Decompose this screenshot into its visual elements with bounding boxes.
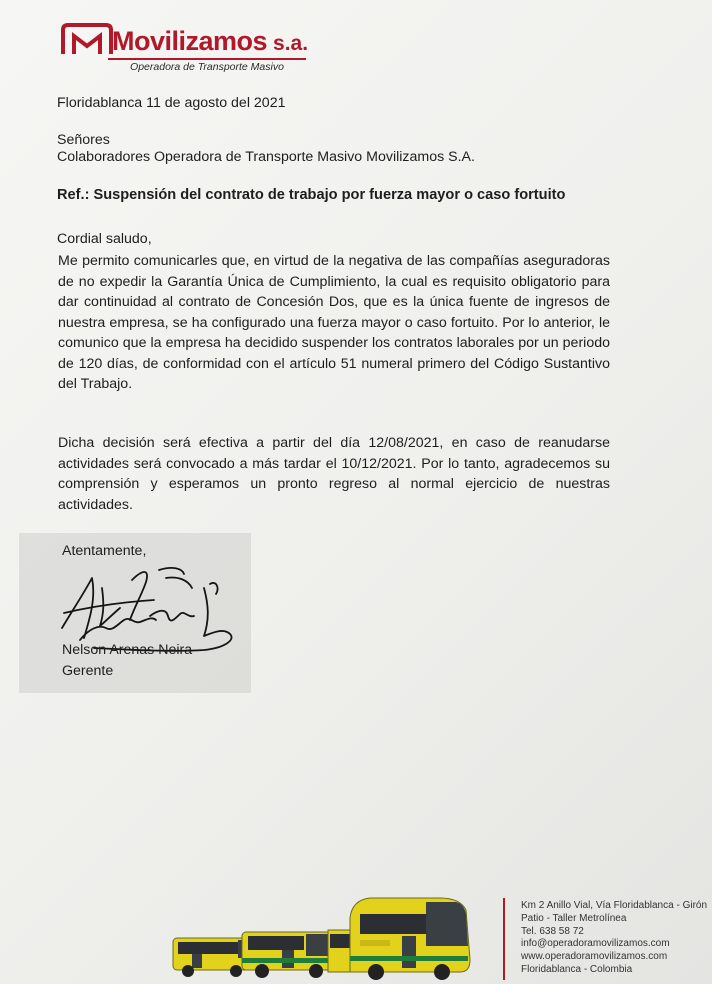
logo-brand (112, 26, 308, 57)
company-logo (60, 20, 320, 75)
footer-divider (503, 898, 505, 980)
body-paragraph-1: Me permito comunicarles que, en virtud de la negativa de las compañías aseguradoras de no expedir la Garantía Única de Cumplimiento, la cual es requisito obligatorio para dar continuidad al contrato de Concesión Dos, que es la única fuente de ingresos de nuestra empresa, se ha configurado una fuerza mayor o caso fortuito. Por lo anterior, le comunico que la empresa ha decidido suspender los contratos laborales por un periodo de 120 días, de conformidad con el artículo 51 numeral primero del Código Sustantivo del Trabajo. (58, 253, 610, 392)
body-paragraph-2: Dicha decisión será efectiva a partir del día 12/08/2021, en caso de reanudarse actividades será convocado a más tardar el 10/12/2021. Por lo tanto, agradecemos su comprensión y esperamos un pronto regreso al normal ejercicio de nuestras actividades. (58, 435, 610, 513)
recipient-line-2: Colaboradores Operadora de Transporte Masivo Movilizamos S.A. (57, 149, 475, 165)
logo-tagline: Operadora de Transporte Masivo (108, 58, 306, 73)
footer-contact (521, 900, 707, 977)
footer-email: info@operadoramovilizamos.com (521, 938, 670, 950)
bus-small-icon (173, 938, 251, 977)
bus-medium-icon (242, 932, 332, 978)
signature-block (19, 533, 251, 693)
handwritten-signature (54, 558, 254, 653)
greeting: Cordial saludo, (57, 231, 152, 247)
signer-title: Gerente (62, 663, 114, 679)
reference-line: Ref.: Suspensión del contrato de trabajo por fuerza mayor o caso fortuito (57, 187, 566, 203)
footer-phone: Tel. 638 58 72 (521, 925, 584, 937)
bus-articulated-icon (328, 898, 470, 980)
footer-address: Km 2 Anillo Vial, Vía Floridablanca - Girón (521, 900, 708, 911)
footer-city: Floridablanca - Colombia (521, 963, 633, 975)
recipient-line-1: Señores (57, 132, 110, 148)
footer-yard: Patio - Taller Metrolínea (521, 912, 627, 924)
signer-name: Nelson Arenas Neira (62, 642, 193, 658)
footer-website: www.operadoramovilizamos.com (521, 951, 668, 963)
letter-date: Floridablanca 11 de agosto del 2021 (57, 95, 286, 111)
logo-suffix: s.a. (273, 32, 309, 55)
logo-mark-icon (60, 22, 114, 56)
closing: Atentamente, (62, 543, 147, 559)
logo-brand-text: Movilizamos (112, 26, 268, 56)
bus-fleet-illustration (170, 890, 485, 980)
